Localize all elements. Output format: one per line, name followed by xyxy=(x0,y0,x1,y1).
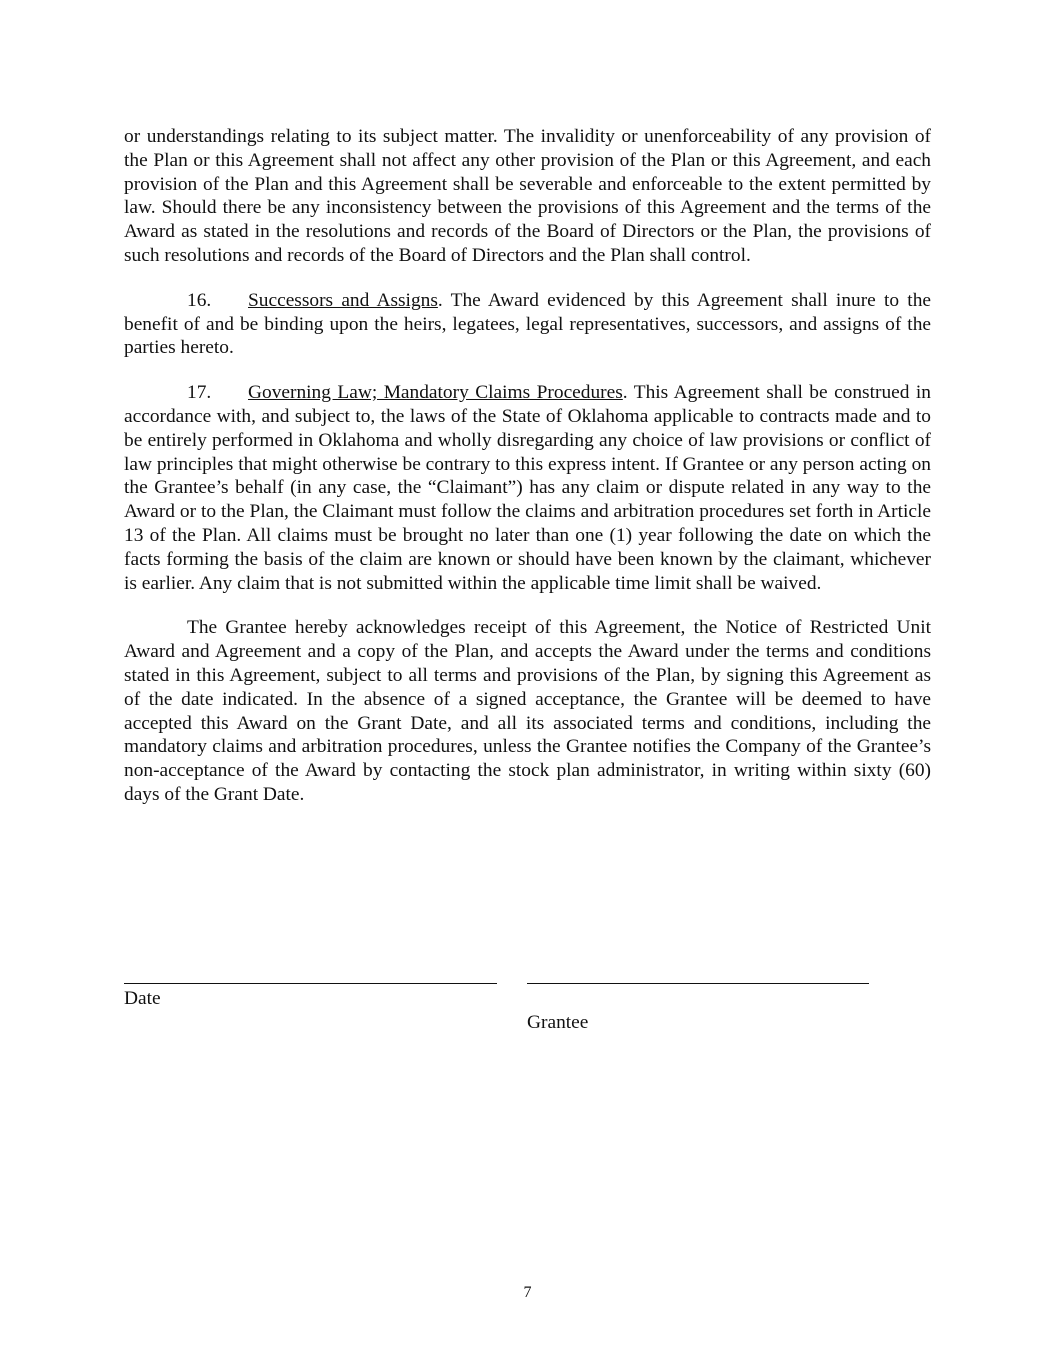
section-17-number: 17. xyxy=(187,382,212,404)
section-17-heading: Governing Law; Mandatory Claims Procedures xyxy=(248,382,623,404)
date-label: Date xyxy=(124,988,161,1009)
grantee-signature-line[interactable] xyxy=(527,983,869,984)
section-16-paragraph xyxy=(124,289,931,360)
section-16-heading: Successors and Assigns xyxy=(248,289,438,311)
section-16-number: 16. xyxy=(187,289,212,311)
section-17-text: . This Agreement shall be construed in accordance with, and subject to, the laws of the State of Oklahoma applicable to contracts made and to be entirely performed in Oklahoma and wholly disregarding any choice of law provisions or conflict of law principles that might otherwise be contrary to this express intent. If Grantee or any person acting on the Grantee’s behalf (in any case, the “Claimant”) has any claim or dispute related in any way to the Award or to the Plan, the Claimant must follow the claims and arbitration procedures set forth in Article 13 of the Plan. All claims must be brought no later than one (1) year following the date on which the facts forming the basis of the claim are known or should have been known by the claimant, whichever is earlier. Any claim that is not submitted within the applicable time limit shall be waived. xyxy=(124,382,931,594)
page-number: 7 xyxy=(523,1284,532,1301)
acknowledgment-paragraph: The Grantee hereby acknowledges receipt of this Agreement, the Notice of Restricted Unit Award and Agreement and a copy of the Plan, and accepts the Award under the terms and conditions stated in this Agreement, subject to all terms and provisions of the Plan, by signing this Agreement as of the date indicated. In the absence of a signed acceptance, the Grantee will be deemed to have accepted this Award on the Grant Date, and all its associated terms and conditions, including the mandatory claims and arbitration procedures, unless the Grantee notifies the Company of the Grantee’s non-acceptance of the Award by contacting the stock plan administrator, in writing within sixty (60) days of the Grant Date. xyxy=(124,617,931,805)
date-signature-line[interactable] xyxy=(124,983,497,984)
section-16-text: . The Award evidenced by this Agreement shall inure to the benefit of and be binding upon the heirs, legatees, legal representatives, successors, and assigns of the parties hereto. xyxy=(124,289,931,359)
grantee-label: Grantee xyxy=(527,1012,589,1033)
continuation-paragraph: or understandings relating to its subject matter. The invalidity or unenforceability of any provision of the Plan or this Agreement shall not affect any other provision of the Plan or this Agreement, and each provision of the Plan and this Agreement shall be severable and enforceable to the extent permitted by law. Should there be any inconsistency between the provisions of this Agreement and the terms of the Award as stated in the resolutions and records of the Board of Directors or the Plan, the provisions of such resolutions and records of the Board of Directors and the Plan shall control. xyxy=(124,126,931,266)
document-body xyxy=(124,125,931,828)
section-17-paragraph xyxy=(124,381,931,595)
